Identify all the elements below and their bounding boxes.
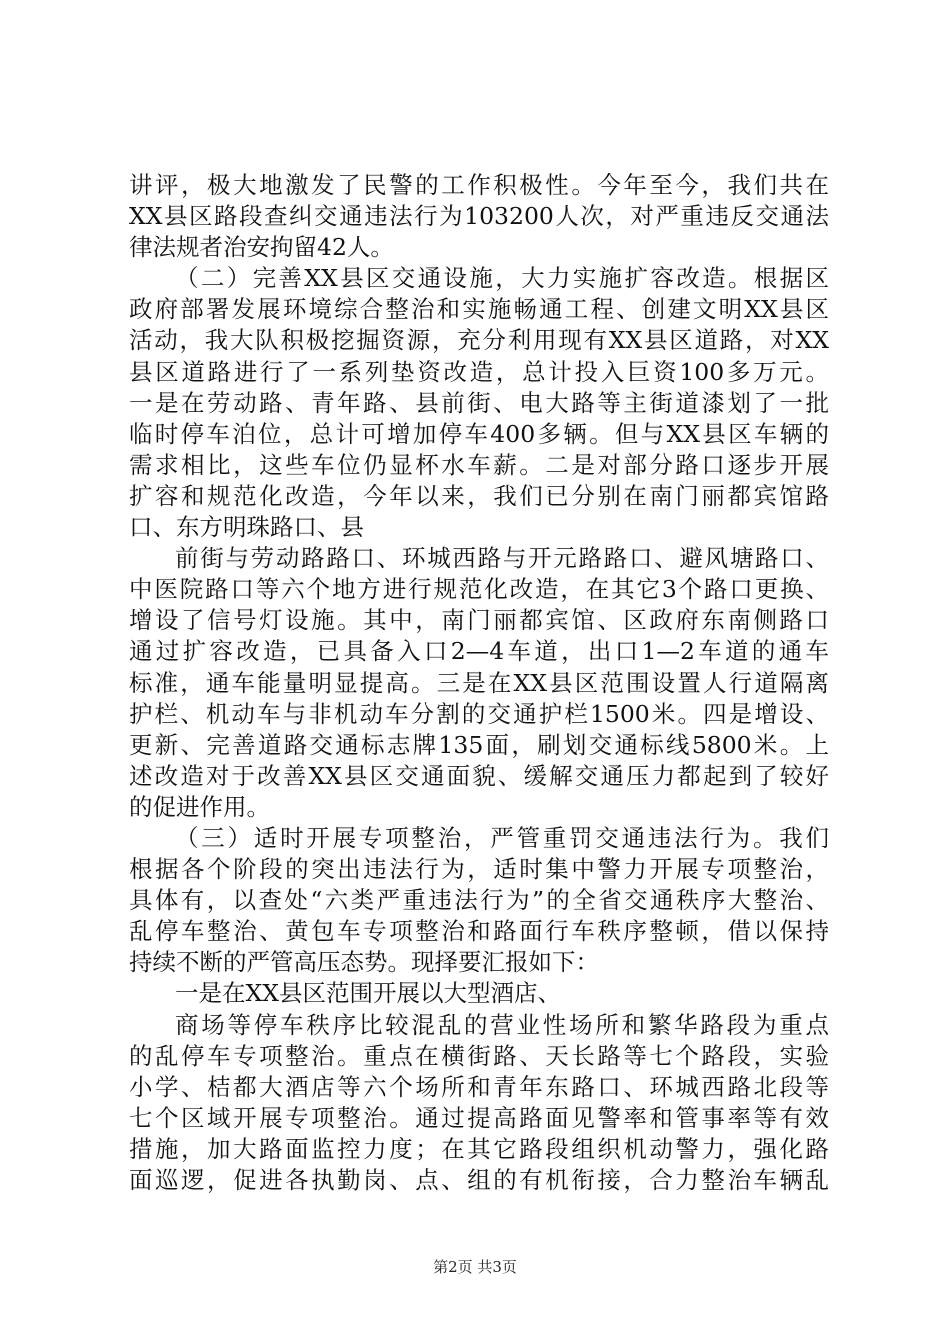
text-line: 七个区域开展专项整治。通过提高路面见警率和管事率等有效 (129, 1103, 829, 1132)
text-line: 通过扩容改造，已具备入口2—4车道，出口1—2车道的通车 (129, 637, 829, 666)
text-line: 讲评，极大地激发了民警的工作积极性。今年至今，我们共在 (129, 171, 829, 199)
page-footer: 第2页 共3页 (433, 1258, 517, 1276)
text-line: 扩容和规范化改造，今年以来，我们已分别在南门丽都宾馆路 (129, 481, 829, 510)
text-line: 中医院路口等六个地方进行规范化改造，在其它3个路口更换、 (129, 575, 829, 604)
text-line: 口、东方明珠路口、县 (129, 513, 364, 542)
text-line: 一是在XX县区范围开展以大型酒店、 (175, 979, 561, 1008)
text-line: 述改造对于改善XX县区交通面貌、缓解交通压力都起到了较好 (129, 761, 829, 790)
text-line: 标准，通车能量明显提高。三是在XX县区范围设置人行道隔离 (129, 668, 829, 697)
text-line: 措施，加大路面监控力度；在其它路段组织机动警力，强化路 (129, 1134, 829, 1163)
text-line: 根据各个阶段的突出违法行为，适时集中警力开展专项整治， (129, 855, 829, 884)
text-line: 活动，我大队积极挖掘资源，充分利用现有XX县区道路，对XX (129, 326, 829, 355)
text-line: 政府部署发展环境综合整治和实施畅通工程、创建文明XX县区 (129, 295, 829, 324)
text-line: 商场等停车秩序比较混乱的营业性场所和繁华路段为重点 (175, 1010, 829, 1039)
text-line: 护栏、机动车与非机动车分割的交通护栏1500米。四是增设、 (129, 699, 829, 728)
text-line: （二）完善XX县区交通设施，大力实施扩容改造。根据区 (175, 264, 829, 293)
text-line: 县区道路进行了一系列垫资改造，总计投入巨资100多万元。 (129, 357, 829, 386)
text-line: 小学、桔都大酒店等六个场所和青年东路口、环城西路北段等 (129, 1072, 829, 1101)
text-line: 持续不断的严管高压态势。现择要汇报如下： (129, 948, 599, 977)
text-line: 一是在劳动路、青年路、县前街、电大路等主街道漆划了一批 (129, 388, 829, 417)
text-line: 乱停车整治、黄包车专项整治和路面行车秩序整顿，借以保持 (129, 917, 829, 946)
text-line: XX县区路段查纠交通违法行为103200人次，对严重违反交通法 (129, 202, 829, 231)
document-body (129, 170, 829, 1196)
text-line: 增设了信号灯设施。其中，南门丽都宾馆、区政府东南侧路口 (129, 606, 829, 635)
text-line: 需求相比，这些车位仍显杯水车薪。二是对部分路口逐步开展 (129, 450, 829, 479)
text-line: 律法规者治安拘留42人。 (129, 233, 394, 262)
text-line: 的促进作用。 (129, 792, 270, 821)
text-line: 具体有，以查处“六类严重违法行为”的全省交通秩序大整治、 (129, 886, 829, 915)
text-line: （三）适时开展专项整治，严管重罚交通违法行为。我们 (175, 823, 829, 852)
text-line: 更新、完善道路交通标志牌135面，刷划交通标线5800米。上 (129, 730, 829, 759)
text-line: 前街与劳动路路口、环城西路与开元路路口、避风塘路口、 (175, 544, 829, 573)
text-line: 的乱停车专项整治。重点在横街路、天长路等七个路段，实验 (129, 1041, 829, 1070)
text-line: 临时停车泊位，总计可增加停车400多辆。但与XX县区车辆的 (129, 419, 829, 448)
text-line: 面巡逻，促进各执勤岗、点、组的有机衔接，合力整治车辆乱 (129, 1166, 829, 1194)
